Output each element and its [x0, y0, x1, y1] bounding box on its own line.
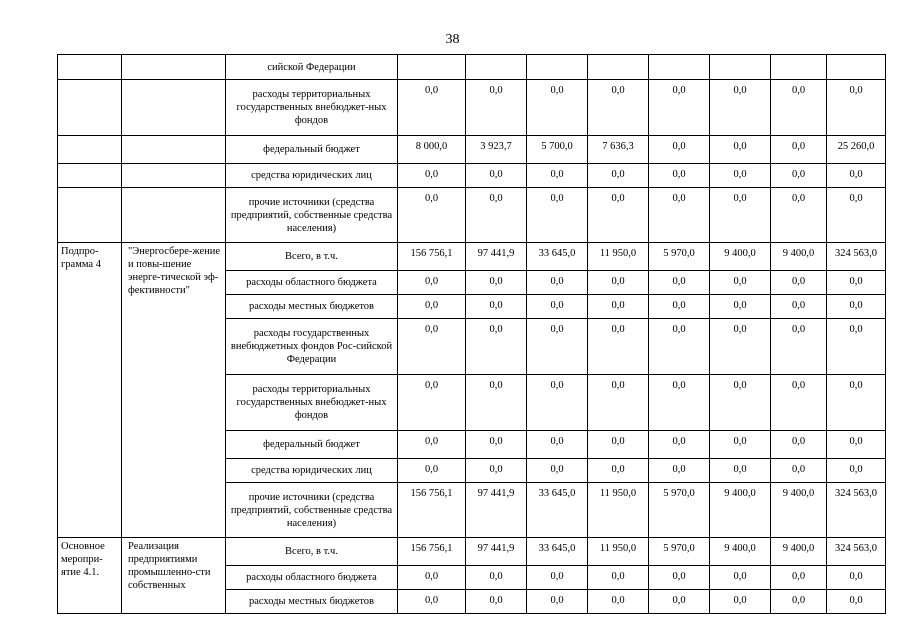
value-cell: 0,0 [710, 590, 771, 614]
row-group-title: "Энергосбере-жение и повы-шение энерге-тической эф-фективности" [122, 243, 226, 538]
value-cell: 0,0 [466, 188, 527, 243]
value-cell: 11 950,0 [588, 483, 649, 538]
value-cell: 33 645,0 [527, 243, 588, 271]
value-cell: 0,0 [527, 188, 588, 243]
table-row [58, 164, 886, 188]
funding-source-label: Всего, в т.ч. [226, 538, 398, 566]
funding-source-label: прочие источники (средства предприятий, собственные средства населения) [226, 188, 398, 243]
value-cell: 0,0 [649, 295, 710, 319]
value-cell: 0,0 [827, 295, 886, 319]
row-group-name [58, 136, 122, 164]
table-row [58, 243, 886, 271]
row-group-name [58, 188, 122, 243]
value-cell: 324 563,0 [827, 538, 886, 566]
value-cell: 0,0 [527, 164, 588, 188]
value-cell: 9 400,0 [771, 538, 827, 566]
funding-source-label: расходы местных бюджетов [226, 590, 398, 614]
funding-source-label: прочие источники (средства предприятий, собственные средства населения) [226, 483, 398, 538]
value-cell: 0,0 [398, 80, 466, 136]
value-cell: 0,0 [827, 590, 886, 614]
value-cell: 0,0 [710, 566, 771, 590]
row-group-title [122, 136, 226, 164]
value-cell [588, 55, 649, 80]
funding-source-label: федеральный бюджет [226, 136, 398, 164]
value-cell: 0,0 [466, 80, 527, 136]
row-group-title [122, 80, 226, 136]
funding-source-label: расходы территориальных государственных внебюджет-ных фондов [226, 375, 398, 431]
value-cell: 0,0 [827, 271, 886, 295]
value-cell: 0,0 [710, 319, 771, 375]
value-cell [466, 55, 527, 80]
value-cell: 0,0 [771, 188, 827, 243]
row-group-title [122, 55, 226, 80]
value-cell [771, 55, 827, 80]
value-cell: 0,0 [398, 319, 466, 375]
value-cell: 0,0 [710, 295, 771, 319]
value-cell: 3 923,7 [466, 136, 527, 164]
row-group-name [58, 164, 122, 188]
value-cell: 0,0 [649, 590, 710, 614]
value-cell: 0,0 [771, 80, 827, 136]
value-cell: 0,0 [527, 375, 588, 431]
value-cell: 0,0 [588, 431, 649, 459]
row-group-name [58, 80, 122, 136]
value-cell: 0,0 [771, 319, 827, 375]
value-cell: 0,0 [398, 431, 466, 459]
value-cell [710, 55, 771, 80]
value-cell: 0,0 [588, 164, 649, 188]
value-cell: 9 400,0 [710, 538, 771, 566]
value-cell: 156 756,1 [398, 483, 466, 538]
value-cell: 11 950,0 [588, 538, 649, 566]
value-cell: 9 400,0 [771, 243, 827, 271]
value-cell: 0,0 [710, 431, 771, 459]
value-cell: 0,0 [527, 319, 588, 375]
value-cell: 324 563,0 [827, 243, 886, 271]
value-cell: 0,0 [771, 431, 827, 459]
value-cell: 0,0 [827, 566, 886, 590]
value-cell: 0,0 [466, 164, 527, 188]
value-cell: 0,0 [466, 319, 527, 375]
value-cell: 0,0 [398, 271, 466, 295]
value-cell: 0,0 [771, 375, 827, 431]
value-cell: 0,0 [649, 271, 710, 295]
value-cell: 0,0 [466, 459, 527, 483]
value-cell: 0,0 [710, 164, 771, 188]
row-group-title [122, 164, 226, 188]
value-cell: 5 700,0 [527, 136, 588, 164]
value-cell: 156 756,1 [398, 538, 466, 566]
value-cell: 9 400,0 [710, 483, 771, 538]
value-cell: 0,0 [588, 375, 649, 431]
funding-source-label: расходы территориальных государственных внебюджет-ных фондов [226, 80, 398, 136]
value-cell: 0,0 [827, 375, 886, 431]
value-cell: 0,0 [771, 590, 827, 614]
value-cell: 0,0 [527, 590, 588, 614]
funding-source-label: федеральный бюджет [226, 431, 398, 459]
value-cell: 11 950,0 [588, 243, 649, 271]
funding-source-label: расходы государственных внебюджетных фондов Рос-сийской Федерации [226, 319, 398, 375]
value-cell: 0,0 [527, 459, 588, 483]
value-cell: 0,0 [649, 164, 710, 188]
table-row [58, 80, 886, 136]
value-cell: 0,0 [588, 188, 649, 243]
table-row [58, 136, 886, 164]
value-cell: 0,0 [649, 136, 710, 164]
value-cell: 0,0 [649, 459, 710, 483]
value-cell: 0,0 [649, 431, 710, 459]
value-cell: 0,0 [527, 431, 588, 459]
value-cell: 0,0 [466, 271, 527, 295]
value-cell: 25 260,0 [827, 136, 886, 164]
table-row [58, 188, 886, 243]
value-cell: 9 400,0 [710, 243, 771, 271]
value-cell: 0,0 [398, 164, 466, 188]
table-row [58, 538, 886, 566]
row-group-title: Реализация предприятиями промышленно-сти собственных [122, 538, 226, 614]
value-cell: 0,0 [466, 295, 527, 319]
row-group-title [122, 188, 226, 243]
value-cell: 0,0 [827, 164, 886, 188]
value-cell: 0,0 [588, 590, 649, 614]
value-cell: 0,0 [710, 80, 771, 136]
value-cell: 33 645,0 [527, 538, 588, 566]
value-cell: 0,0 [771, 459, 827, 483]
value-cell: 0,0 [710, 136, 771, 164]
value-cell: 0,0 [710, 271, 771, 295]
value-cell: 0,0 [527, 295, 588, 319]
value-cell: 0,0 [398, 295, 466, 319]
value-cell: 33 645,0 [527, 483, 588, 538]
value-cell: 0,0 [827, 459, 886, 483]
value-cell: 0,0 [649, 566, 710, 590]
value-cell: 0,0 [710, 375, 771, 431]
value-cell: 0,0 [649, 319, 710, 375]
budget-table [57, 54, 886, 614]
value-cell: 0,0 [827, 431, 886, 459]
value-cell [527, 55, 588, 80]
funding-source-label: сийской Федерации [226, 55, 398, 80]
value-cell: 0,0 [710, 459, 771, 483]
value-cell: 97 441,9 [466, 483, 527, 538]
value-cell [649, 55, 710, 80]
funding-source-label: средства юридических лиц [226, 164, 398, 188]
value-cell [827, 55, 886, 80]
value-cell: 0,0 [827, 188, 886, 243]
value-cell: 0,0 [527, 566, 588, 590]
row-group-name [58, 55, 122, 80]
value-cell: 0,0 [649, 188, 710, 243]
value-cell: 0,0 [527, 80, 588, 136]
funding-source-label: расходы областного бюджета [226, 271, 398, 295]
value-cell: 0,0 [588, 80, 649, 136]
value-cell: 0,0 [588, 271, 649, 295]
value-cell: 0,0 [466, 590, 527, 614]
value-cell: 7 636,3 [588, 136, 649, 164]
value-cell: 156 756,1 [398, 243, 466, 271]
value-cell: 0,0 [588, 566, 649, 590]
page-number: 38 [445, 32, 460, 47]
value-cell: 0,0 [827, 80, 886, 136]
value-cell: 0,0 [771, 164, 827, 188]
value-cell: 8 000,0 [398, 136, 466, 164]
value-cell: 97 441,9 [466, 243, 527, 271]
value-cell: 0,0 [771, 295, 827, 319]
table-row [58, 55, 886, 80]
value-cell: 0,0 [466, 431, 527, 459]
value-cell: 5 970,0 [649, 538, 710, 566]
value-cell: 0,0 [771, 136, 827, 164]
funding-source-label: расходы местных бюджетов [226, 295, 398, 319]
value-cell: 0,0 [588, 295, 649, 319]
value-cell: 0,0 [588, 319, 649, 375]
value-cell: 9 400,0 [771, 483, 827, 538]
value-cell: 97 441,9 [466, 538, 527, 566]
value-cell: 0,0 [466, 566, 527, 590]
value-cell: 324 563,0 [827, 483, 886, 538]
value-cell: 0,0 [527, 271, 588, 295]
value-cell: 0,0 [827, 319, 886, 375]
value-cell: 5 970,0 [649, 243, 710, 271]
row-group-name: Подпро-грамма 4 [58, 243, 122, 538]
value-cell: 0,0 [771, 566, 827, 590]
value-cell: 0,0 [398, 375, 466, 431]
value-cell: 0,0 [466, 375, 527, 431]
value-cell: 0,0 [398, 566, 466, 590]
value-cell: 0,0 [398, 188, 466, 243]
value-cell: 0,0 [649, 375, 710, 431]
value-cell: 0,0 [710, 188, 771, 243]
funding-source-label: расходы областного бюджета [226, 566, 398, 590]
value-cell: 0,0 [588, 459, 649, 483]
value-cell: 5 970,0 [649, 483, 710, 538]
value-cell: 0,0 [771, 271, 827, 295]
value-cell: 0,0 [398, 459, 466, 483]
value-cell: 0,0 [398, 590, 466, 614]
funding-source-label: средства юридических лиц [226, 459, 398, 483]
row-group-name: Основное меропри-ятие 4.1. [58, 538, 122, 614]
funding-source-label: Всего, в т.ч. [226, 243, 398, 271]
value-cell [398, 55, 466, 80]
value-cell: 0,0 [649, 80, 710, 136]
